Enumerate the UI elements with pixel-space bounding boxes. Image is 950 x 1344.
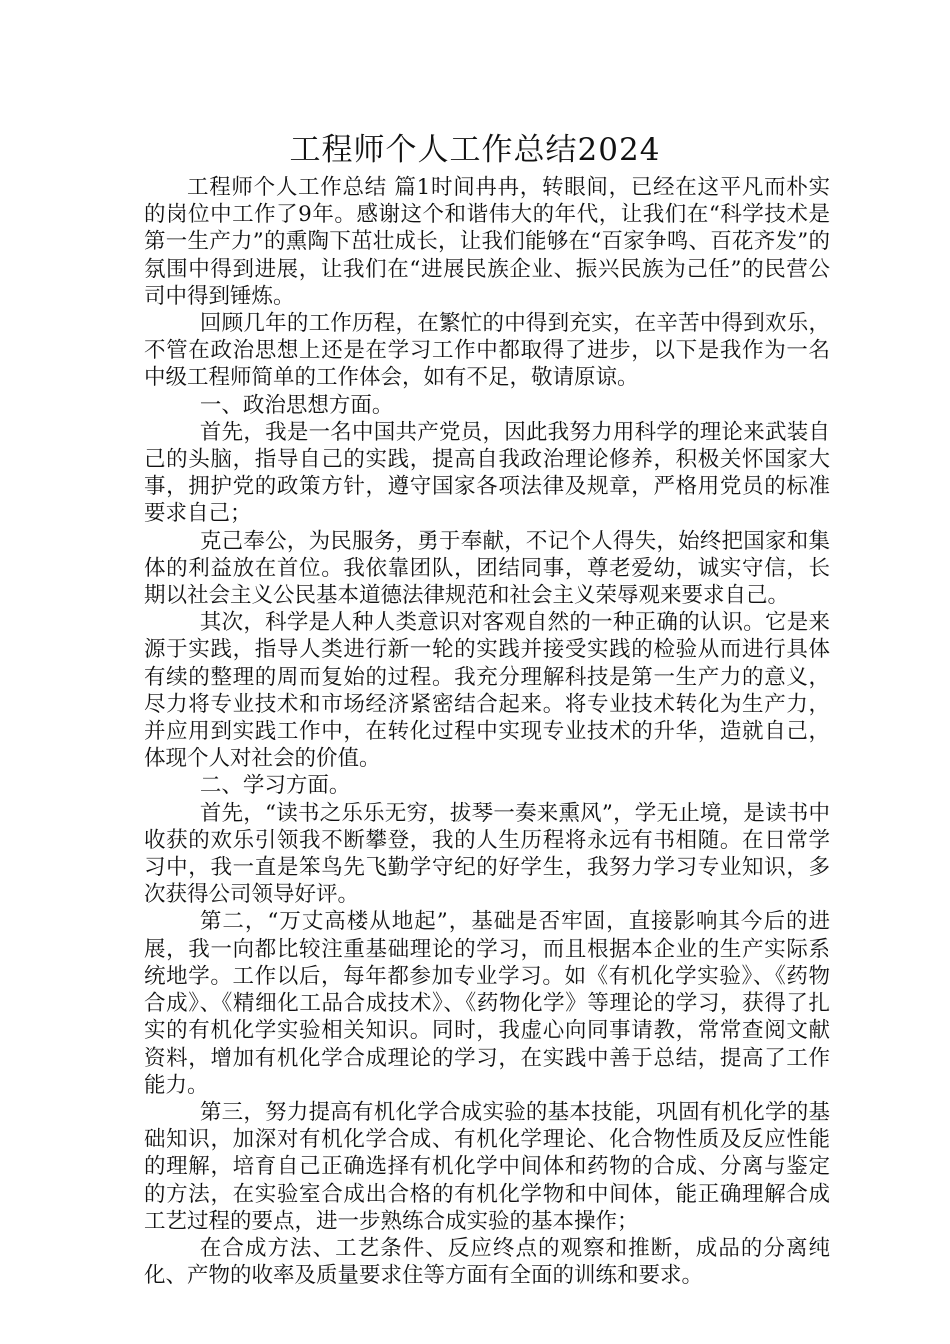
paragraph-study-second: 第二，“万丈高楼从地起”，基础是否牢固，直接影响其今后的进展，我一向都比较注重基础理论的学习，而且根据本企业的生产实际系统地学。工作以后，每年都参加专业学习。如《有机化学实验》、《药物合成》、《精细化工品合成技术》、《药物化学》等理论的学习，获得了扎实的有机化学实验相关知识。同时，我虚心向同事请教，常常查阅文献资料，增加有机化学合成理论的学习，在实践中善于总结，提高了工作能力。 [144, 909, 830, 1098]
page-title: 工程师个人工作总结2024 [289, 132, 661, 168]
paragraph-intro: 工程师个人工作总结 篇1时间冉冉，转眼间，已经在这平凡而朴实的岗位中工作了9年。感谢这个和谐伟大的年代，让我们在“科学技术是第一生产力”的熏陶下茁壮成长，让我们能够在“百家争鸣、百花齐发”的氛围中得到进展，让我们在“进展民族企业、振兴民族为己任”的民营公司中得到锤炼。 [144, 175, 830, 309]
paragraph-study-third: 第三，努力提高有机化学合成实验的基本技能，巩固有机化学的基础知识，加深对有机化学合成、有机化学理论、化合物性质及反应性能的理解，培育自己正确选择有机化学中间体和药物的合成、分离与鉴定的方法，在实验室合成出合格的有机化学物和中间体，能正确理解合成工艺过程的要点，进一步熟练合成实验的基本操作； [144, 1099, 830, 1234]
paragraph-politics-service: 克己奉公，为民服务，勇于奉献，不记个人得失，始终把国家和集体的利益放在首位。我依靠团队，团结同事，尊老爱幼，诚实守信，长期以社会主义公民基本道德法律规范和社会主义荣辱观来要求自己。 [144, 528, 830, 609]
section-heading-study: 二、学习方面。 [199, 773, 351, 799]
paragraph-politics-science: 其次，科学是人种人类意识对客观自然的一种正确的认识。它是来源于实践，指导人类进行新一轮的实践并接受实践的检验从而进行具体有续的整理的周而复始的过程。我充分理解科技是第一生产力的意义，尽力将专业技术和市场经济紧密结合起来。将专业技术转化为生产力，并应用到实践工作中，在转化过程中实现专业技术的升华，造就自己，体现个人对社会的价值。 [144, 610, 830, 772]
paragraph-study-first: 首先，“读书之乐乐无穷，拔琴一奏来熏风”，学无止境，是读书中收获的欢乐引领我不断攀登，我的人生历程将永远有书相随。在日常学习中，我一直是笨鸟先飞勤学守纪的好学生，我努力学习专业知识，多次获得公司领导好评。 [144, 800, 830, 908]
paragraph-politics-first: 首先，我是一名中国共产党员，因此我努力用科学的理论来武装自己的头脑，指导自己的实践，提高自我政治理论修养，积极关怀国家大事，拥护党的政策方针，遵守国家各项法律及规章，严格用党员的标准要求自己； [144, 419, 830, 527]
paragraph-study-methods: 在合成方法、工艺条件、反应终点的观察和推断，成品的分离纯化、产物的收率及质量要求住等方面有全面的训练和要求。 [144, 1235, 830, 1289]
section-heading-politics: 一、政治思想方面。 [199, 392, 394, 418]
document-body [144, 174, 830, 1289]
paragraph-review: 回顾几年的工作历程，在繁忙的中得到充实，在辛苦中得到欢乐，不管在政治思想上还是在学习工作中都取得了进步，以下是我作为一名中级工程师简单的工作体会，如有不足，敬请原谅。 [144, 311, 830, 391]
